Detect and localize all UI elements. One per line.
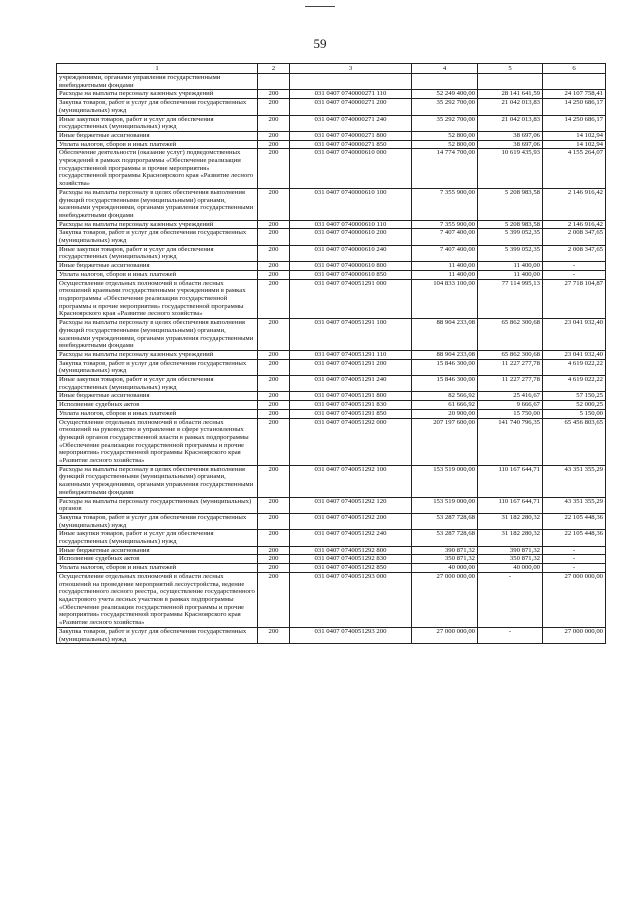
row-approved: 35 292 700,00 bbox=[412, 99, 478, 115]
row-name: учреждениями, органами управления государственными внебюджетными фондами bbox=[57, 74, 258, 90]
row-unexecuted: 43 351 355,29 bbox=[543, 465, 606, 497]
row-classification: 031 0407 0740051292 120 bbox=[290, 497, 412, 513]
row-approved: 52 800,00 bbox=[412, 140, 478, 149]
row-executed: 65 862 300,68 bbox=[478, 319, 543, 351]
column-header: 4 bbox=[412, 64, 478, 74]
row-name: Расходы на выплаты персоналу государственных (муниципальных) органов bbox=[57, 497, 258, 513]
row-code: 200 bbox=[258, 131, 290, 140]
table-row bbox=[57, 279, 606, 319]
table-row bbox=[57, 245, 606, 261]
row-name: Иные бюджетные ассигнования bbox=[57, 392, 258, 401]
row-classification: 031 0407 0740051292 000 bbox=[290, 418, 412, 465]
row-code: 200 bbox=[258, 350, 290, 359]
table-row bbox=[57, 350, 606, 359]
row-classification: 031 0407 0740051292 100 bbox=[290, 465, 412, 497]
row-executed: 15 750,00 bbox=[478, 409, 543, 418]
row-unexecuted: 2 146 916,42 bbox=[543, 220, 606, 229]
table-row bbox=[57, 270, 606, 279]
row-unexecuted bbox=[543, 74, 606, 90]
row-unexecuted: - bbox=[543, 270, 606, 279]
table-row bbox=[57, 546, 606, 555]
row-code: 200 bbox=[258, 99, 290, 115]
row-classification: 031 0407 0740000610 200 bbox=[290, 229, 412, 245]
row-approved: 153 519 000,00 bbox=[412, 465, 478, 497]
row-executed bbox=[478, 74, 543, 90]
row-executed: 38 697,06 bbox=[478, 140, 543, 149]
row-classification: 031 0407 0740051292 800 bbox=[290, 546, 412, 555]
row-classification: 031 0407 0740000610 240 bbox=[290, 245, 412, 261]
row-approved: 11 400,00 bbox=[412, 270, 478, 279]
row-name: Расходы на выплаты персоналу казенных учреждений bbox=[57, 90, 258, 99]
row-approved: 35 292 700,00 bbox=[412, 115, 478, 131]
row-approved: 7 355 900,00 bbox=[412, 188, 478, 220]
row-name: Уплата налогов, сборов и иных платежей bbox=[57, 270, 258, 279]
row-unexecuted: 14 250 686,17 bbox=[543, 99, 606, 115]
row-unexecuted: 14 102,94 bbox=[543, 131, 606, 140]
row-code: 200 bbox=[258, 270, 290, 279]
table-row bbox=[57, 140, 606, 149]
page-top-rule bbox=[305, 6, 335, 7]
row-name: Иные закупки товаров, работ и услуг для обеспечения государственных (муниципальных) нужд bbox=[57, 530, 258, 546]
row-classification: 031 0407 0740051292 240 bbox=[290, 530, 412, 546]
row-executed: 11 227 277,78 bbox=[478, 376, 543, 392]
column-header: 1 bbox=[57, 64, 258, 74]
table-row bbox=[57, 220, 606, 229]
row-unexecuted: 14 102,94 bbox=[543, 140, 606, 149]
row-classification: 031 0407 0740000271 800 bbox=[290, 131, 412, 140]
row-executed: 11 400,00 bbox=[478, 262, 543, 271]
row-unexecuted: 2 008 347,65 bbox=[543, 229, 606, 245]
table-row bbox=[57, 188, 606, 220]
row-executed: 5 399 052,35 bbox=[478, 229, 543, 245]
table-row bbox=[57, 262, 606, 271]
row-name: Закупка товаров, работ и услуг для обеспечения государственных (муниципальных) нужд bbox=[57, 229, 258, 245]
table-row bbox=[57, 418, 606, 465]
row-name: Расходы на выплаты персоналу в целях обеспечения выполнения функций государственными (муниципальными) органами, казенными учреждениями, органами управления государственными внебюджетными фондами bbox=[57, 465, 258, 497]
row-name: Закупка товаров, работ и услуг для обеспечения государственных (муниципальных) нужд bbox=[57, 359, 258, 375]
table-row bbox=[57, 465, 606, 497]
row-code: 200 bbox=[258, 115, 290, 131]
table-row bbox=[57, 319, 606, 351]
row-approved: 15 846 300,00 bbox=[412, 376, 478, 392]
row-name: Исполнение судебных актов bbox=[57, 555, 258, 564]
table-row bbox=[57, 572, 606, 627]
table-row bbox=[57, 392, 606, 401]
table-row bbox=[57, 359, 606, 375]
row-classification: 031 0407 0740051293 000 bbox=[290, 572, 412, 627]
row-classification: 031 0407 0740051291 800 bbox=[290, 392, 412, 401]
row-executed: 350 871,32 bbox=[478, 555, 543, 564]
row-name: Расходы на выплаты персоналу в целях обеспечения выполнения функций государственными (муниципальными) органами, казенными учреждениями, органами управления государственными внебюджетными фондами bbox=[57, 319, 258, 351]
row-classification: 031 0407 0740051292 830 bbox=[290, 555, 412, 564]
row-name: Исполнение судебных актов bbox=[57, 401, 258, 410]
table-row bbox=[57, 401, 606, 410]
row-name: Иные закупки товаров, работ и услуг для обеспечения государственных (муниципальных) нужд bbox=[57, 245, 258, 261]
row-classification: 031 0407 0740000610 000 bbox=[290, 149, 412, 189]
row-classification: 031 0407 0740051292 200 bbox=[290, 513, 412, 529]
row-code: 200 bbox=[258, 409, 290, 418]
row-unexecuted: 52 000,25 bbox=[543, 401, 606, 410]
table-row bbox=[57, 74, 606, 90]
row-approved: 7 407 400,00 bbox=[412, 245, 478, 261]
row-code: 200 bbox=[258, 262, 290, 271]
row-approved: 104 833 100,00 bbox=[412, 279, 478, 319]
row-approved: 53 287 728,68 bbox=[412, 530, 478, 546]
row-approved: 11 400,00 bbox=[412, 262, 478, 271]
row-classification: 031 0407 0740000271 850 bbox=[290, 140, 412, 149]
row-unexecuted: 23 041 932,40 bbox=[543, 350, 606, 359]
row-code: 200 bbox=[258, 546, 290, 555]
table-header-row bbox=[57, 64, 606, 74]
row-executed: 28 141 641,59 bbox=[478, 90, 543, 99]
page-number: 59 bbox=[313, 36, 327, 51]
row-executed: 5 208 983,58 bbox=[478, 220, 543, 229]
row-code: 200 bbox=[258, 319, 290, 351]
row-approved: 207 197 600,00 bbox=[412, 418, 478, 465]
row-executed: - bbox=[478, 627, 543, 643]
row-executed: 25 416,67 bbox=[478, 392, 543, 401]
row-unexecuted: 14 250 686,17 bbox=[543, 115, 606, 131]
column-header: 2 bbox=[258, 64, 290, 74]
row-name: Осуществление отдельных полномочий в области лесных отношений краевыми государственными учреждениями в рамках подпрограммы «Обеспечение реализации государственной программы и прочие мероприятия» государственной программы Красноярского края «Развитие лесного хозяйства» bbox=[57, 279, 258, 319]
row-executed: 9 666,67 bbox=[478, 401, 543, 410]
row-approved: 7 355 900,00 bbox=[412, 220, 478, 229]
row-code: 200 bbox=[258, 564, 290, 573]
row-executed: 5 399 052,35 bbox=[478, 245, 543, 261]
row-classification: 031 0407 0740051291 110 bbox=[290, 350, 412, 359]
row-unexecuted: 22 105 448,36 bbox=[543, 530, 606, 546]
column-header: 5 bbox=[478, 64, 543, 74]
row-approved: 20 900,00 bbox=[412, 409, 478, 418]
row-name: Иные бюджетные ассигнования bbox=[57, 131, 258, 140]
table-row bbox=[57, 115, 606, 131]
row-executed: 11 227 277,78 bbox=[478, 359, 543, 375]
row-name: Расходы на выплаты персоналу казенных учреждений bbox=[57, 220, 258, 229]
row-code: 200 bbox=[258, 140, 290, 149]
row-executed: 38 697,06 bbox=[478, 131, 543, 140]
row-name: Расходы на выплаты персоналу казенных учреждений bbox=[57, 350, 258, 359]
table-row bbox=[57, 627, 606, 643]
row-classification: 031 0407 0740000610 850 bbox=[290, 270, 412, 279]
row-unexecuted: - bbox=[543, 555, 606, 564]
row-approved: 153 519 000,00 bbox=[412, 497, 478, 513]
table-row bbox=[57, 555, 606, 564]
table-row bbox=[57, 376, 606, 392]
row-executed: 141 740 796,35 bbox=[478, 418, 543, 465]
row-code: 200 bbox=[258, 376, 290, 392]
row-name: Иные закупки товаров, работ и услуг для обеспечения государственных (муниципальных) нужд bbox=[57, 115, 258, 131]
row-unexecuted: 43 351 355,29 bbox=[543, 497, 606, 513]
row-code: 200 bbox=[258, 513, 290, 529]
row-unexecuted: 24 107 758,41 bbox=[543, 90, 606, 99]
row-name: Закупка товаров, работ и услуг для обеспечения государственных (муниципальных) нужд bbox=[57, 513, 258, 529]
row-classification: 031 0407 0740051291 850 bbox=[290, 409, 412, 418]
row-approved bbox=[412, 74, 478, 90]
row-executed: 110 167 644,71 bbox=[478, 465, 543, 497]
row-approved: 390 871,32 bbox=[412, 546, 478, 555]
row-code: 200 bbox=[258, 530, 290, 546]
row-code: 200 bbox=[258, 418, 290, 465]
row-name: Уплата налогов, сборов и иных платежей bbox=[57, 564, 258, 573]
row-executed: 31 182 280,32 bbox=[478, 513, 543, 529]
budget-execution-table bbox=[56, 63, 606, 644]
row-unexecuted: 22 105 448,36 bbox=[543, 513, 606, 529]
row-executed: 65 862 300,68 bbox=[478, 350, 543, 359]
row-unexecuted: 65 456 803,65 bbox=[543, 418, 606, 465]
row-approved: 7 407 400,00 bbox=[412, 229, 478, 245]
row-executed: 11 400,00 bbox=[478, 270, 543, 279]
row-name: Иные бюджетные ассигнования bbox=[57, 546, 258, 555]
row-unexecuted: 23 041 932,40 bbox=[543, 319, 606, 351]
row-executed: 40 000,00 bbox=[478, 564, 543, 573]
table-row bbox=[57, 497, 606, 513]
row-approved: 88 904 233,08 bbox=[412, 350, 478, 359]
row-approved: 27 000 000,00 bbox=[412, 627, 478, 643]
row-executed: - bbox=[478, 572, 543, 627]
row-executed: 10 619 435,93 bbox=[478, 149, 543, 189]
row-classification: 031 0407 0740000610 100 bbox=[290, 188, 412, 220]
row-code: 200 bbox=[258, 90, 290, 99]
table-row bbox=[57, 131, 606, 140]
column-header: 6 bbox=[543, 64, 606, 74]
row-approved: 52 249 400,00 bbox=[412, 90, 478, 99]
row-code: 200 bbox=[258, 572, 290, 627]
row-classification: 031 0407 0740051291 240 bbox=[290, 376, 412, 392]
row-classification: 031 0407 0740051292 850 bbox=[290, 564, 412, 573]
row-code: 200 bbox=[258, 359, 290, 375]
row-approved: 53 287 728,68 bbox=[412, 513, 478, 529]
table-row bbox=[57, 409, 606, 418]
row-approved: 350 871,32 bbox=[412, 555, 478, 564]
row-name: Осуществление отдельных полномочий в области лесных отношений на руководство и управление в сфере установленных функций органов государственной власти в рамках подпрограммы «Обеспечение реализации государственной программы и прочие мероприятия» государственной программы Красноярского края «Развитие лесного хозяйства» bbox=[57, 418, 258, 465]
row-classification bbox=[290, 74, 412, 90]
row-approved: 88 904 233,08 bbox=[412, 319, 478, 351]
table-row bbox=[57, 530, 606, 546]
row-classification: 031 0407 0740000271 200 bbox=[290, 99, 412, 115]
row-code: 200 bbox=[258, 188, 290, 220]
row-unexecuted: - bbox=[543, 564, 606, 573]
row-code: 200 bbox=[258, 149, 290, 189]
table-row bbox=[57, 229, 606, 245]
row-classification: 031 0407 0740000610 110 bbox=[290, 220, 412, 229]
row-unexecuted: 2 146 916,42 bbox=[543, 188, 606, 220]
table-row bbox=[57, 149, 606, 189]
row-approved: 27 000 000,00 bbox=[412, 572, 478, 627]
row-code: 200 bbox=[258, 392, 290, 401]
row-approved: 61 666,92 bbox=[412, 401, 478, 410]
row-classification: 031 0407 0740051293 200 bbox=[290, 627, 412, 643]
row-code bbox=[258, 74, 290, 90]
row-code: 200 bbox=[258, 465, 290, 497]
row-name: Закупка товаров, работ и услуг для обеспечения государственных (муниципальных) нужд bbox=[57, 99, 258, 115]
row-approved: 15 846 300,00 bbox=[412, 359, 478, 375]
row-code: 200 bbox=[258, 497, 290, 513]
row-unexecuted: 27 718 104,87 bbox=[543, 279, 606, 319]
row-executed: 77 114 995,13 bbox=[478, 279, 543, 319]
row-approved: 14 774 700,00 bbox=[412, 149, 478, 189]
row-unexecuted: 5 150,00 bbox=[543, 409, 606, 418]
row-executed: 390 871,32 bbox=[478, 546, 543, 555]
table-row bbox=[57, 513, 606, 529]
row-name: Уплата налогов, сборов и иных платежей bbox=[57, 409, 258, 418]
column-header: 3 bbox=[290, 64, 412, 74]
row-executed: 5 208 983,58 bbox=[478, 188, 543, 220]
row-executed: 21 042 013,83 bbox=[478, 115, 543, 131]
row-classification: 031 0407 0740051291 100 bbox=[290, 319, 412, 351]
row-approved: 52 800,00 bbox=[412, 131, 478, 140]
row-code: 200 bbox=[258, 220, 290, 229]
table-row bbox=[57, 564, 606, 573]
row-code: 200 bbox=[258, 555, 290, 564]
row-unexecuted: - bbox=[543, 546, 606, 555]
row-code: 200 bbox=[258, 245, 290, 261]
row-classification: 031 0407 0740000610 800 bbox=[290, 262, 412, 271]
row-classification: 031 0407 0740051291 000 bbox=[290, 279, 412, 319]
row-unexecuted: 4 155 264,07 bbox=[543, 149, 606, 189]
row-name: Обеспечение деятельности (оказание услуг) подведомственных учреждений в рамках подпрограммы «Обеспечение реализации государственной программы и прочие мероприятия» государственной программы Красноярского края «Развитие лесного хозяйства» bbox=[57, 149, 258, 189]
row-approved: 82 566,92 bbox=[412, 392, 478, 401]
row-name: Уплата налогов, сборов и иных платежей bbox=[57, 140, 258, 149]
row-name: Иные бюджетные ассигнования bbox=[57, 262, 258, 271]
row-name: Расходы на выплаты персоналу в целях обеспечения выполнения функций государственными (муниципальными) органами, казенными учреждениями, органами управления государственными внебюджетными фондами bbox=[57, 188, 258, 220]
row-unexecuted: - bbox=[543, 262, 606, 271]
table-row bbox=[57, 99, 606, 115]
row-unexecuted: 57 150,25 bbox=[543, 392, 606, 401]
row-executed: 21 042 013,83 bbox=[478, 99, 543, 115]
row-unexecuted: 27 000 000,00 bbox=[543, 627, 606, 643]
row-classification: 031 0407 0740051291 830 bbox=[290, 401, 412, 410]
row-unexecuted: 27 000 000,00 bbox=[543, 572, 606, 627]
row-code: 200 bbox=[258, 627, 290, 643]
table-body bbox=[57, 74, 606, 644]
row-name: Осуществление отдельных полномочий в области лесных отношений на проведение мероприятий лесоустройства, ведение государственного лесного реестра, осуществление государственного кадастрового учета лесных участков в рамках подпрограммы «Обеспечение реализации государственной программы и прочие мероприятия» государственной программы Красноярского края «Развитие лесного хозяйства» bbox=[57, 572, 258, 627]
row-code: 200 bbox=[258, 279, 290, 319]
row-unexecuted: 4 619 022,22 bbox=[543, 359, 606, 375]
row-unexecuted: 4 619 022,22 bbox=[543, 376, 606, 392]
row-executed: 110 167 644,71 bbox=[478, 497, 543, 513]
row-classification: 031 0407 0740000271 240 bbox=[290, 115, 412, 131]
row-code: 200 bbox=[258, 229, 290, 245]
row-classification: 031 0407 0740000271 110 bbox=[290, 90, 412, 99]
row-approved: 40 000,00 bbox=[412, 564, 478, 573]
row-name: Закупка товаров, работ и услуг для обеспечения государственных (муниципальных) нужд bbox=[57, 627, 258, 643]
table-row bbox=[57, 90, 606, 99]
row-executed: 31 182 280,32 bbox=[478, 530, 543, 546]
row-unexecuted: 2 008 347,65 bbox=[543, 245, 606, 261]
row-name: Иные закупки товаров, работ и услуг для обеспечения государственных (муниципальных) нужд bbox=[57, 376, 258, 392]
row-code: 200 bbox=[258, 401, 290, 410]
row-classification: 031 0407 0740051291 200 bbox=[290, 359, 412, 375]
